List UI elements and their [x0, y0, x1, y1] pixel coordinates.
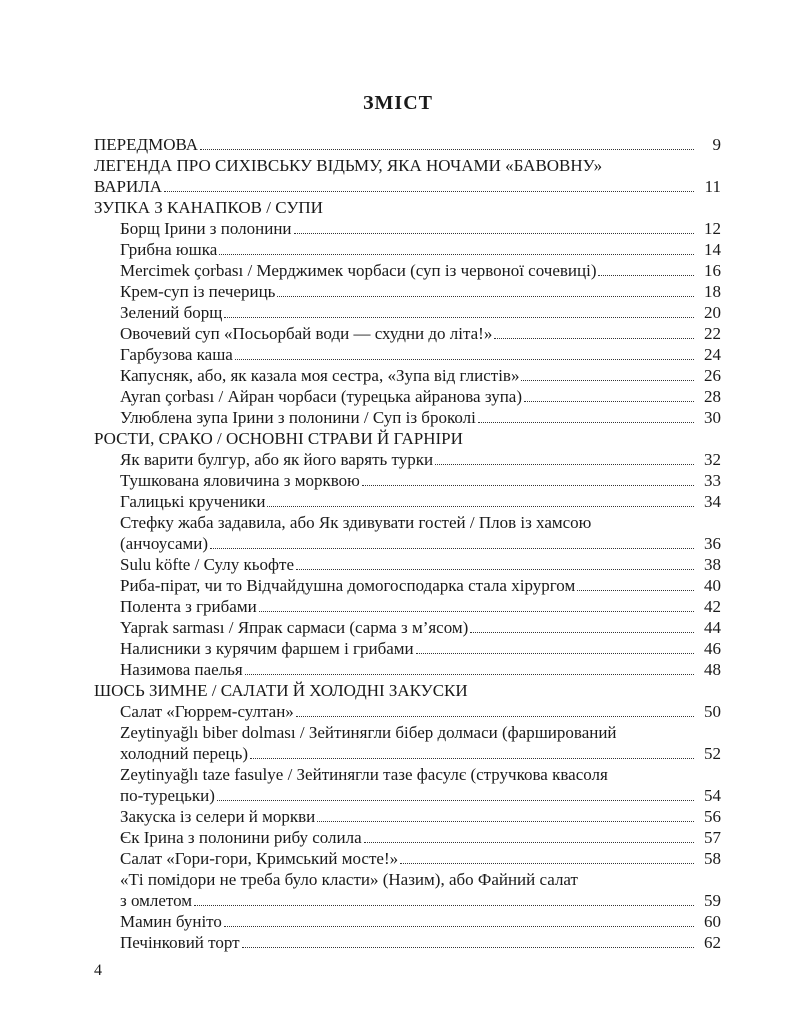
toc-entry	[94, 869, 721, 911]
toc-entry-title: ШОСЬ ЗИМНЕ / САЛАТИ Й ХОЛОДНІ ЗАКУСКИ	[94, 681, 468, 700]
toc-page-number: 30	[704, 408, 721, 427]
toc-entry-title-line: Стефку жаба задавила, або Як здивувати гостей / Плов із хамсою	[120, 513, 592, 532]
toc-entry-title: Капусняк, або, як казала моя сестра, «Зупа від глистів»	[120, 366, 520, 385]
toc-entry-title: Крем-суп із печериць	[120, 282, 276, 301]
toc-page-number: 26	[704, 366, 721, 385]
toc-entry	[94, 554, 721, 575]
toc-page-number: 12	[704, 219, 721, 238]
dot-leader	[210, 548, 694, 549]
toc-page-number: 32	[704, 450, 721, 469]
toc-entry-title: Mercimek çorbası / Мерджимек чорбаси (суп із червоної сочевиці)	[120, 261, 597, 280]
dot-leader	[164, 191, 694, 192]
toc-page-number: 16	[704, 261, 721, 280]
toc-page-number: 44	[704, 618, 721, 637]
dot-leader	[598, 275, 694, 276]
dot-leader	[277, 296, 694, 297]
dot-leader	[217, 800, 694, 801]
toc-entry	[94, 449, 721, 470]
toc-page-number: 42	[704, 597, 721, 616]
toc-entry-title-line: Zeytinyağlı biber dolması / Зейтинягли бібер долмаси (фарширований	[120, 723, 617, 742]
dot-leader	[478, 422, 694, 423]
toc-entry-title: Тушкована яловичина з морквою	[120, 471, 360, 490]
toc-entry	[94, 764, 721, 806]
toc-entry	[94, 911, 721, 932]
page-title: ЗМІСТ	[363, 92, 433, 114]
dot-leader	[524, 401, 694, 402]
dot-leader	[362, 485, 694, 486]
dot-leader	[521, 380, 694, 381]
toc-page-number: 57	[704, 828, 721, 847]
toc-page-number: 52	[704, 744, 721, 763]
toc-entry-title: ВАРИЛА	[94, 177, 163, 196]
dot-leader	[494, 338, 694, 339]
toc-entry-title: Грибна юшка	[120, 240, 218, 259]
toc-entry-title: Як варити булгур, або як його варять турки	[120, 450, 434, 469]
dot-leader	[577, 590, 694, 591]
toc-entry-title: Салат «Гюррем-султан»	[120, 702, 294, 721]
dot-leader	[435, 464, 694, 465]
toc-entry	[94, 932, 721, 953]
toc-entry-title-line: ЛЕГЕНДА ПРО СИХІВСЬКУ ВІДЬМУ, ЯКА НОЧАМИ «БАВОВНУ»	[94, 156, 603, 175]
dot-leader	[416, 653, 694, 654]
toc-entry-title: Риба-пірат, чи то Відчайдушна домогосподарка стала хірургом	[120, 576, 576, 595]
dot-leader	[364, 842, 694, 843]
toc-page-number: 56	[704, 807, 721, 826]
toc-entry-title: по-турецьки)	[120, 786, 215, 805]
toc-entry	[94, 722, 721, 764]
dot-leader	[400, 863, 694, 864]
toc-section-heading	[94, 680, 721, 701]
toc-page-number: 62	[704, 933, 721, 952]
dot-leader	[219, 254, 694, 255]
toc-entry-title: Борщ Ірини з полонини	[120, 219, 292, 238]
toc-entry	[94, 302, 721, 323]
toc-section-heading	[94, 428, 721, 449]
toc-entry	[94, 239, 721, 260]
toc-entry-title: Полента з грибами	[120, 597, 257, 616]
dot-leader	[296, 569, 694, 570]
toc-page-number: 24	[704, 345, 721, 364]
toc-entry-title: ЗУПКА З КАНАПКОВ / СУПИ	[94, 198, 323, 217]
toc-entry-title-line: Zeytinyağlı taze fasulye / Зейтинягли тазе фасулє (стручкова квасоля	[120, 765, 608, 784]
toc-section-heading	[94, 197, 721, 218]
dot-leader	[259, 611, 694, 612]
page-number: 4	[94, 962, 102, 979]
toc-entry-title: Улюблена зупа Ірини з полонини / Суп із броколі	[120, 408, 476, 427]
toc-page-number: 28	[704, 387, 721, 406]
toc-entry-title: холодний перець)	[120, 744, 249, 763]
dot-leader	[224, 926, 694, 927]
toc-entry-title: Sulu köfte / Сулу кьофте	[120, 555, 294, 574]
toc-entry	[94, 260, 721, 281]
toc-entry-title: Єк Ірина з полонини рибу солила	[120, 828, 362, 847]
toc-page-number: 38	[704, 555, 721, 574]
dot-leader	[224, 317, 694, 318]
toc-entry	[94, 827, 721, 848]
toc-entry	[94, 848, 721, 869]
toc-page-number: 18	[704, 282, 721, 301]
toc-entry-title: Гарбузова каша	[120, 345, 233, 364]
dot-leader	[242, 947, 694, 948]
toc-page-number: 40	[704, 576, 721, 595]
toc-entry-title: Налисники з курячим фаршем і грибами	[120, 639, 414, 658]
toc-section-heading	[94, 134, 721, 155]
toc-page-number: 33	[704, 471, 721, 490]
toc-entry-title: Yaprak sarması / Япрак сармаси (сарма з м’ясом)	[120, 618, 469, 637]
toc-page-number: 36	[704, 534, 721, 553]
toc-entry-title: Печінковий торт	[120, 933, 240, 952]
dot-leader	[317, 821, 694, 822]
toc-entry-title: Мамин буніто	[120, 912, 222, 931]
toc-page-number: 58	[704, 849, 721, 868]
toc-entry	[94, 218, 721, 239]
toc-entry	[94, 386, 721, 407]
toc-entry-title: Галицькі крученики	[120, 492, 266, 511]
toc-entry	[94, 512, 721, 554]
dot-leader	[470, 632, 694, 633]
toc-page-number: 46	[704, 639, 721, 658]
toc-page-number: 14	[704, 240, 721, 259]
dot-leader	[250, 758, 694, 759]
toc-entry	[94, 365, 721, 386]
toc-entry	[94, 323, 721, 344]
toc-entry	[94, 575, 721, 596]
toc-page-number: 20	[704, 303, 721, 322]
toc-entry	[94, 701, 721, 722]
toc-entry	[94, 344, 721, 365]
toc-entry-title: РОСТИ, СРАКО / ОСНОВНІ СТРАВИ Й ГАРНІРИ	[94, 429, 463, 448]
toc-entry	[94, 281, 721, 302]
dot-leader	[194, 905, 694, 906]
toc-entry	[94, 491, 721, 512]
toc-page-number: 59	[704, 891, 721, 910]
toc-entry	[94, 470, 721, 491]
toc-page-number: 50	[704, 702, 721, 721]
dot-leader	[235, 359, 694, 360]
toc-entry	[94, 596, 721, 617]
toc-entry	[94, 617, 721, 638]
toc-entry-title: Ayran çorbası / Айран чорбаси (турецька айранова зупа)	[120, 387, 522, 406]
toc-entry	[94, 806, 721, 827]
toc-entry-title: Закуска із селери й моркви	[120, 807, 316, 826]
dot-leader	[294, 233, 694, 234]
toc-entry-title: Назимова паелья	[120, 660, 243, 679]
toc-page-number: 9	[712, 135, 721, 154]
toc-entry	[94, 407, 721, 428]
toc-page-number: 48	[704, 660, 721, 679]
dot-leader	[245, 674, 694, 675]
toc-entry-title: Зелений борщ	[120, 303, 223, 322]
toc-entry-title: Салат «Гори-гори, Кримський мосте!»	[120, 849, 399, 868]
dot-leader	[200, 149, 694, 150]
dot-leader	[296, 716, 694, 717]
toc-page-number: 54	[704, 786, 721, 805]
toc-entry	[94, 659, 721, 680]
toc-section-heading	[94, 155, 721, 197]
table-of-contents	[94, 134, 721, 953]
toc-entry-title: Овочевий суп «Посьорбай води — схудни до літа!»	[120, 324, 493, 343]
toc-entry-title: з омлетом	[120, 891, 193, 910]
toc-entry-title: ПЕРЕДМОВА	[94, 135, 199, 154]
toc-page-number: 11	[704, 177, 721, 196]
toc-page-number: 22	[704, 324, 721, 343]
toc-page-number: 34	[704, 492, 721, 511]
toc-entry-title-line: «Ті помідори не треба було класти» (Назим), або Файний салат	[120, 870, 578, 889]
toc-entry-title: (анчоусами)	[120, 534, 209, 553]
dot-leader	[267, 506, 694, 507]
toc-page-number: 60	[704, 912, 721, 931]
toc-entry	[94, 638, 721, 659]
